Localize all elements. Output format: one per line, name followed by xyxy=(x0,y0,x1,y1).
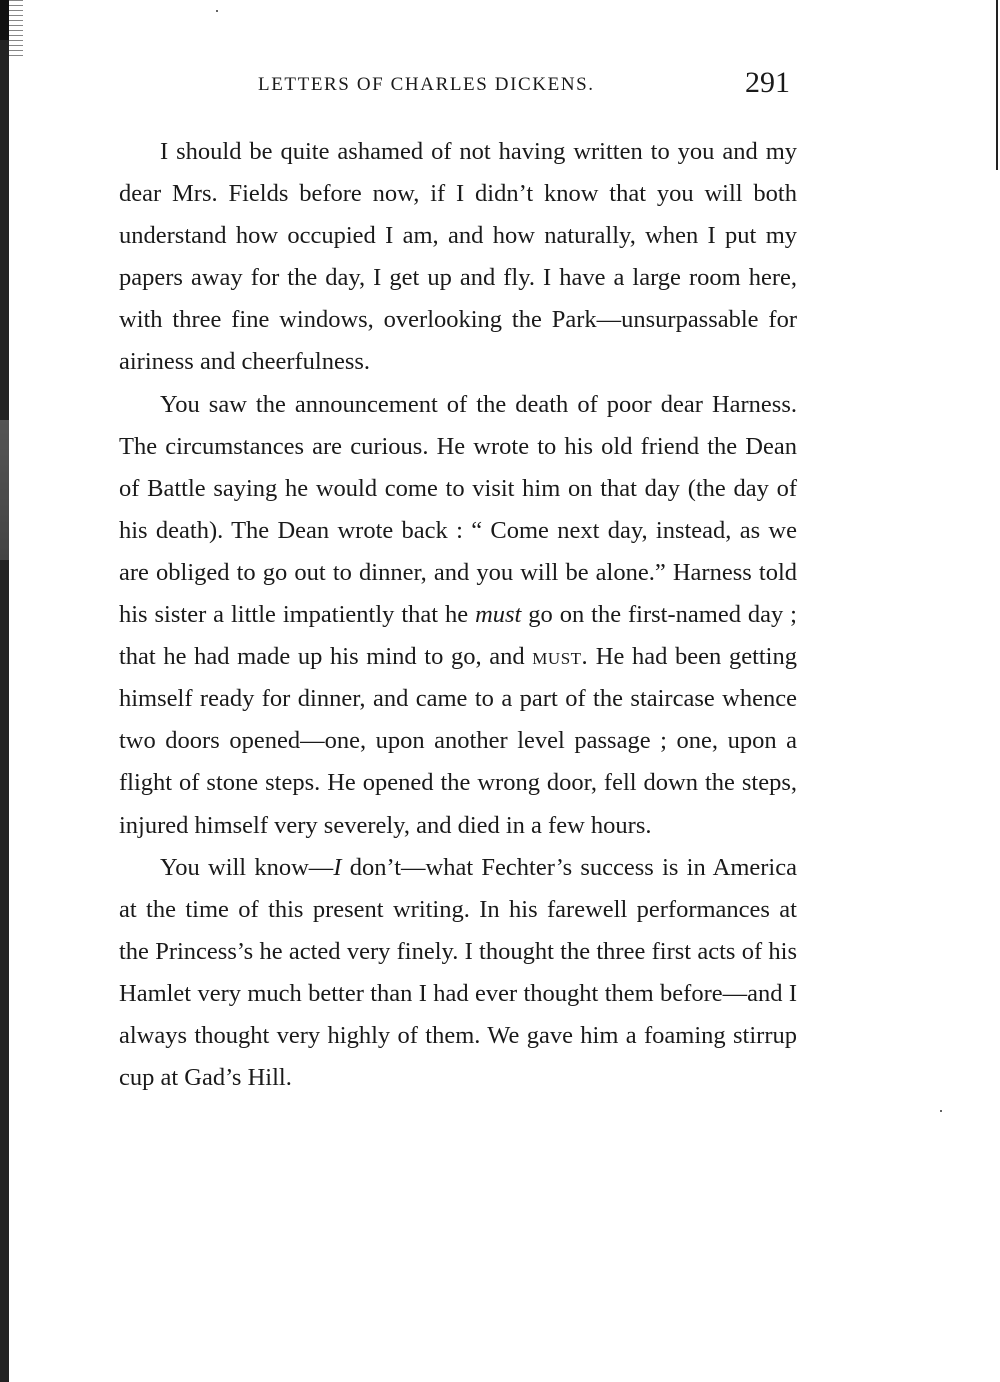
paragraph-2-italic: must xyxy=(475,601,522,629)
page-header xyxy=(0,66,1000,106)
paragraph-2-text-b: go on the first-named day ; that he had made up his mind to go, and xyxy=(119,601,797,671)
binding-fringe xyxy=(9,0,23,60)
paragraph-3-italic: I xyxy=(333,853,342,881)
paragraph-2-text-a: You saw the announcement of the death of poor dear Harness. The circumstances are curious. He wrote to his old friend the Dean of Battle saying he would come to visit him on that day (the day of his death). The Dean wrote back : “ Come next day, instead, as we are obliged to go out to dinner, and you will be alone.” Harness told his sister a little impatiently that he xyxy=(119,390,797,629)
paragraph-2-smallcaps: must. xyxy=(532,643,589,671)
paragraph-2-text-c: He had been getting himself ready for dinner, and came to a part of the staircase whence two doors opened—one, upon another level passage ; one, upon a flight of stone steps. He opened the wrong door, fell down the steps, injured himself very severely, and died in a few hours. xyxy=(119,643,797,839)
paragraph-2 xyxy=(119,384,797,847)
page-number: 291 xyxy=(745,66,790,99)
paragraph-1-text: I should be quite ashamed of not having written to you and my dear Mrs. Fields before now, if I didn’t know that you will both understand how occupied I am, and how naturally, when I put my papers away for the day, I get up and fly. I have a large room here, with three fine windows, overlooking the Park—unsurpassable for airiness and cheerfulness. xyxy=(119,138,797,376)
letter-body xyxy=(119,131,797,1099)
paragraph-3 xyxy=(119,847,797,1100)
scan-speck xyxy=(940,1110,942,1112)
paragraph-1 xyxy=(119,131,797,384)
paragraph-3-text-b: don’t—what Fechter’s success is in America at the time of this present writing. In his farewell performances at the Princess’s he acted very finely. I thought the three first acts of his Hamlet very much better than I had ever thought them before—and I always thought very highly of them. We gave him a foaming stirrup cup at Gad’s Hill. xyxy=(119,853,797,1092)
binding-edge xyxy=(0,0,9,1382)
scan-speck xyxy=(216,10,218,12)
paragraph-3-text-a: You will know— xyxy=(160,853,334,881)
running-head: LETTERS OF CHARLES DICKENS. xyxy=(258,74,595,95)
